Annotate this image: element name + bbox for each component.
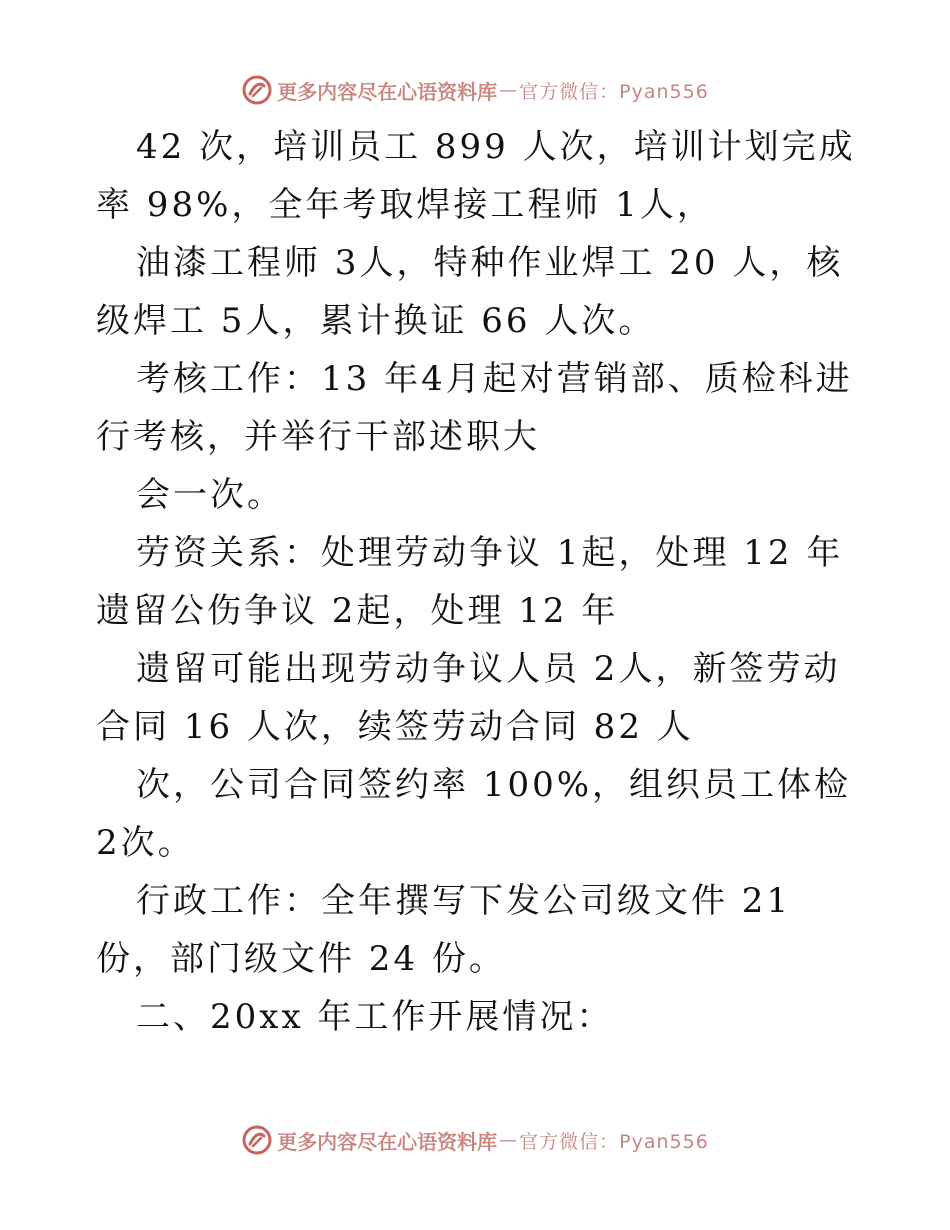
banner-wechat: 官方微信：Pyan556 xyxy=(519,80,709,103)
red-seal-icon xyxy=(241,1124,273,1156)
header-banner xyxy=(0,70,950,110)
banner-title: 更多内容尽在心语资料库 xyxy=(277,1129,498,1154)
paragraph: 遗留可能出现劳动争议人员 2人，新签劳动合同 16 人次，续签劳动合同 82 人 xyxy=(96,649,841,747)
paragraph: 劳资关系：处理劳动争议 1起，处理 12 年遗留公伤争议 2起，处理 12 年 xyxy=(96,533,844,631)
footer-banner xyxy=(0,1120,950,1160)
section-heading: 二、20xx 年工作开展情况： xyxy=(136,997,614,1037)
paragraph: 行政工作：全年撰写下发公司级文件 21 份，部门级文件 24 份。 xyxy=(96,881,792,979)
paragraph: 次，公司合同签约率 100%，组织员工体检 2次。 xyxy=(96,765,852,863)
red-seal-icon xyxy=(241,74,273,106)
banner-separator: — xyxy=(499,1129,518,1151)
banner-separator: — xyxy=(499,79,518,101)
paragraph: 42 次，培训员工 899 人次，培训计划完成率 98%，全年考取焊接工程师 1人， xyxy=(96,127,856,225)
banner-title: 更多内容尽在心语资料库 xyxy=(277,79,498,104)
paragraph: 油漆工程师 3人，特种作业焊工 20 人，核级焊工 5人，累计换证 66 人次。 xyxy=(96,243,844,341)
document-body xyxy=(96,118,866,1046)
paragraph: 会一次。 xyxy=(136,475,284,515)
banner-wechat: 官方微信：Pyan556 xyxy=(519,1130,709,1153)
paragraph: 考核工作：13 年4月起对营销部、质检科进行考核，并举行干部述职大 xyxy=(96,359,853,457)
